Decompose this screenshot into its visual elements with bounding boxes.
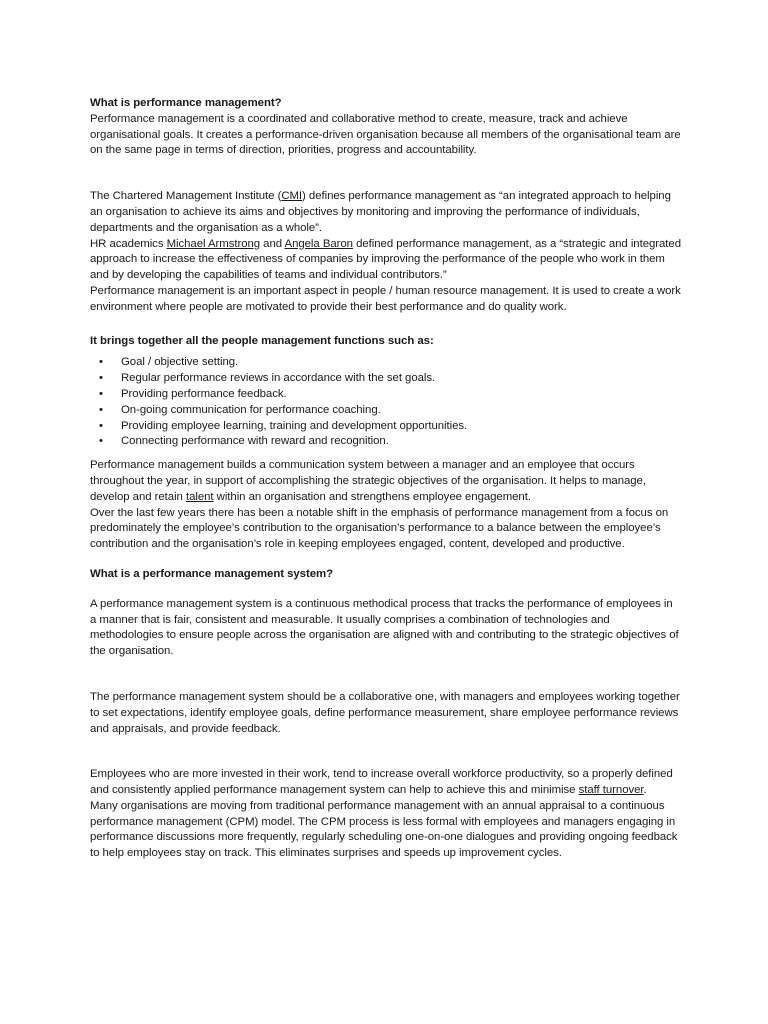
paragraph-communication-system	[90, 458, 682, 505]
list-item	[90, 371, 682, 387]
comm-text-after: within an organisation and strengthens employee engagement.	[213, 490, 531, 503]
paragraph-pm-definition: Performance management is a coordinated and collaborative method to create, measure, track and achieve organisational goals. It creates a performance-driven organisation because all members of the organisational team are on the same page in terms of direction, priorities, progress and accountability.	[90, 112, 681, 157]
paragraph-system-definition: A performance management system is a continuous methodical process that tracks the performance of employees in a manner that is fair, consistent and measurable. It usually comprises a combination of technologies and methodologies to ensure people across the organisation are aligned with and contributing to the strategic objectives of the organisation.	[90, 597, 679, 658]
heading-what-is-pm: What is performance management?	[90, 97, 282, 109]
bullet-icon: •	[99, 435, 103, 448]
list-item	[90, 355, 682, 371]
list-item-text: On-going communication for performance coaching.	[121, 403, 381, 416]
bullet-icon: •	[99, 403, 103, 416]
paragraph-emphasis-shift: Over the last few years there has been a notable shift in the emphasis of performance management from a focus on predominately the employee’s contribution to the organisation’s performance to a balance between the employee’s contribution and the organisation’s role in keeping employees engaged, content, developed and productive.	[90, 506, 669, 551]
list-item	[90, 434, 682, 450]
turnover-text-after: .	[643, 784, 647, 797]
angela-baron-link[interactable]: Angela Baron	[284, 237, 353, 250]
bullet-icon: •	[99, 356, 103, 369]
spacer	[90, 737, 682, 767]
paragraph-hr-academics	[90, 237, 682, 284]
list-item-text: Goal / objective setting.	[121, 356, 239, 369]
bullet-icon: •	[99, 372, 103, 385]
spacer	[90, 159, 682, 189]
cmi-text-after: ) defines performance management as “an integrated approach to helping an organisation to achieve its aims and objectives by monitoring and improving the performance of individuals, departments and the organisation as a whole”.	[90, 190, 671, 234]
michael-armstrong-link[interactable]: Michael Armstrong	[166, 237, 261, 250]
spacer	[90, 553, 682, 567]
bullet-icon: •	[99, 387, 103, 400]
list-item	[90, 387, 682, 403]
staff-turnover-link[interactable]: staff turnover	[578, 784, 644, 797]
list-item-text: Connecting performance with reward and recognition.	[121, 435, 389, 448]
list-item-text: Providing performance feedback.	[121, 387, 287, 400]
heading-people-functions: It brings together all the people management functions such as:	[90, 334, 434, 347]
list-item	[90, 419, 682, 435]
list-item	[90, 403, 682, 419]
paragraph-staff-turnover	[90, 767, 682, 799]
talent-link[interactable]: talent	[185, 490, 214, 503]
paragraph-collaborative-system: The performance management system should be a collaborative one, with managers and employees working together to set expectations, identify employee goals, define performance measurement, share employee performance reviews and appraisals, and provide feedback.	[90, 690, 680, 735]
heading-pm-system: What is a performance management system?	[90, 567, 333, 580]
comm-text-before: Performance management builds a communication system between a manager and an employee that occurs throughout the year, in support of accomplishing the strategic objectives of the organisation. It helps to manage, develop and retain	[90, 459, 646, 503]
spacer	[90, 583, 682, 597]
spacer	[90, 316, 682, 334]
list-item-text: Regular performance reviews in accordance with the set goals.	[121, 372, 436, 385]
cmi-link[interactable]: CMI	[281, 190, 303, 203]
spacer	[90, 660, 682, 690]
list-item-text: Providing employee learning, training and development opportunities.	[121, 419, 468, 432]
paragraph-cpm-model: Many organisations are moving from traditional performance management with an annual appraisal to a continuous performance management (CPM) model. The CPM process is less formal with employees and managers engaging in performance discussions more frequently, regularly scheduling one-on-one dialogues and providing ongoing feedback to help employees stay on track. This eliminates surprises and speeds up improvement cycles.	[90, 799, 678, 860]
functions-list	[90, 355, 682, 450]
cmi-text-before: The Chartered Management Institute (	[90, 190, 282, 203]
academics-text-mid: and	[260, 237, 285, 250]
turnover-text-before: Employees who are more invested in their work, tend to increase overall workforce productivity, so a properly defined and consistently applied performance management system can help to achieve this and minimise	[90, 768, 673, 797]
bullet-icon: •	[99, 419, 103, 432]
academics-text-after: defined performance management, as a “strategic and integrated approach to increase the effectiveness of companies by improving the performance of the people who work in them and by developing the capabilities of teams and individual contributors.”	[90, 237, 681, 282]
paragraph-hr-aspect: Performance management is an important aspect in people / human resource management. It is used to create a work environment where people are motivated to provide their best performance and do quality work.	[90, 284, 681, 313]
paragraph-cmi	[90, 189, 682, 236]
academics-text-before: HR academics	[90, 237, 167, 250]
